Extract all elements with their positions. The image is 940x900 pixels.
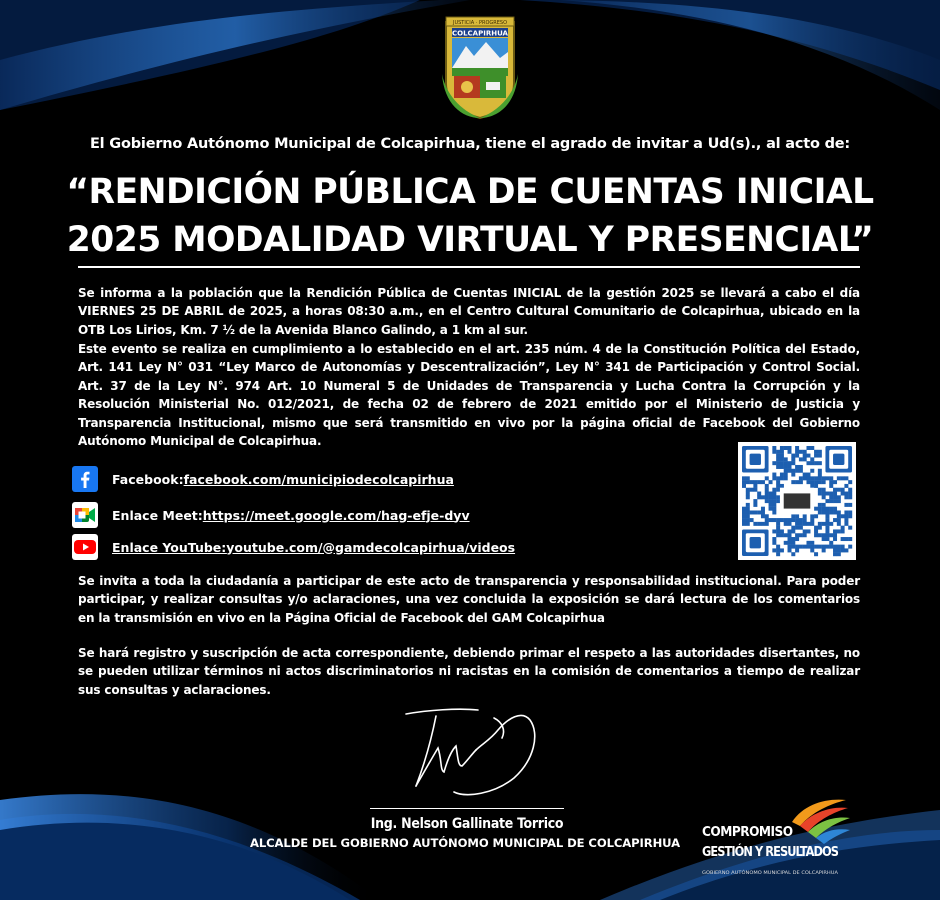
youtube-label[interactable]: Enlace YouTube: (112, 539, 227, 555)
colcapirhua-crest-logo (442, 14, 518, 120)
qr-code[interactable] (738, 442, 856, 560)
logo-line-2: GESTIÓN Y RESULTADOS (702, 844, 848, 860)
mayor-signature (398, 700, 548, 800)
facebook-link-row (72, 466, 454, 492)
event-details-paragraph: Se informa a la población que la Rendición Pública de Cuentas INICIAL de la gestión 2025 se llevará a cabo el día VIERNES 25 DE ABRIL de 2025, a horas 08:30 a.m., en el Centro Cultural Comunitario de Colcapirhua, ubicado en la OTB Los Lirios, Km. 7 ½ de la Avenida Blanco Galindo, a 1 km al sur. (78, 286, 860, 337)
conduct-paragraph: Se hará registro y suscripción de acta correspondiente, debiendo primar el respeto a las autoridades disertantes, no se pueden utilizar términos ni actos discriminatorios ni racistas en la comisión de comentarios a tiempo de realizar sus consultas y aclaraciones. (78, 646, 860, 697)
logo-line-1: COMPROMISO (702, 824, 793, 840)
youtube-icon (72, 534, 98, 560)
event-title (40, 168, 900, 264)
mayor-role: ALCALDE DEL GOBIERNO AUTÓNOMO MUNICIPAL DE COLCAPIRHUA (249, 836, 681, 850)
participation-paragraph: Se invita a toda la ciudadanía a participar de este acto de transparencia y responsabilidad institucional. Para poder participar, y realizar consultas y/o aclaraciones, una vez concluida la exposición se dará lectura de los comentarios en la transmisión en vivo en la Página Oficial de Facebook del GAM Colcapirhua (78, 574, 860, 625)
meet-link-row (72, 502, 470, 528)
meet-url-link[interactable]: https://meet.google.com/hag-efje-dyv (202, 507, 470, 523)
meet-label: Enlace Meet: (112, 507, 203, 523)
legal-basis-paragraph: Este evento se realiza en cumplimiento a lo establecido en el art. 235 núm. 4 de la Constitución Política del Estado, Art. 141 Ley N° 031 “Ley Marco de Autonomías y Descentralización”, Ley N° 341 de Participación y Control Social. Art. 37 de la Ley N°. 974 Art. 10 Numeral 5 de Unidades de Transparencia y Lucha Contra la Corrupción y la Resolución Ministerial No. 012/2021, de fecha 02 de febrero de 2021 emitido por el Ministerio de Justicia y Transparencia Institucional, mismo que será transmitido en vivo por la página oficial de Facebook del Gobierno Autónomo Municipal de Colcapirhua. (78, 342, 860, 449)
crest-name: COLCAPIRHUA (452, 29, 508, 38)
youtube-link-row (72, 534, 515, 560)
mayor-name: Ing. Nelson Gallinate Torrico (370, 816, 564, 832)
google-meet-icon (72, 502, 98, 528)
crest-motto: JUSTICIA · PROGRESO (452, 20, 508, 26)
logo-line-3: GOBIERNO AUTÓNOMO MUNICIPAL DE COLCAPIRHUA (702, 871, 823, 876)
invitation-intro: El Gobierno Autónomo Municipal de Colcapirhua, tiene el agrado de invitar a Ud(s)., al acto de: (89, 136, 851, 152)
youtube-url-link[interactable]: youtube.com/@gamdecolcapirhua/videos (226, 539, 516, 555)
event-title-line-1: “RENDICIÓN PÚBLICA DE CUENTAS INICIAL (66, 172, 874, 212)
compromiso-gestion-logo (700, 796, 852, 880)
facebook-url-link[interactable]: facebook.com/municipiodecolcapirhua (183, 471, 454, 487)
event-title-line-2: 2025 MODALIDAD VIRTUAL Y PRESENCIAL” (66, 220, 874, 260)
facebook-icon (72, 466, 98, 492)
facebook-label: Facebook: (112, 471, 184, 487)
title-divider (78, 266, 860, 268)
signature-line (370, 808, 564, 809)
